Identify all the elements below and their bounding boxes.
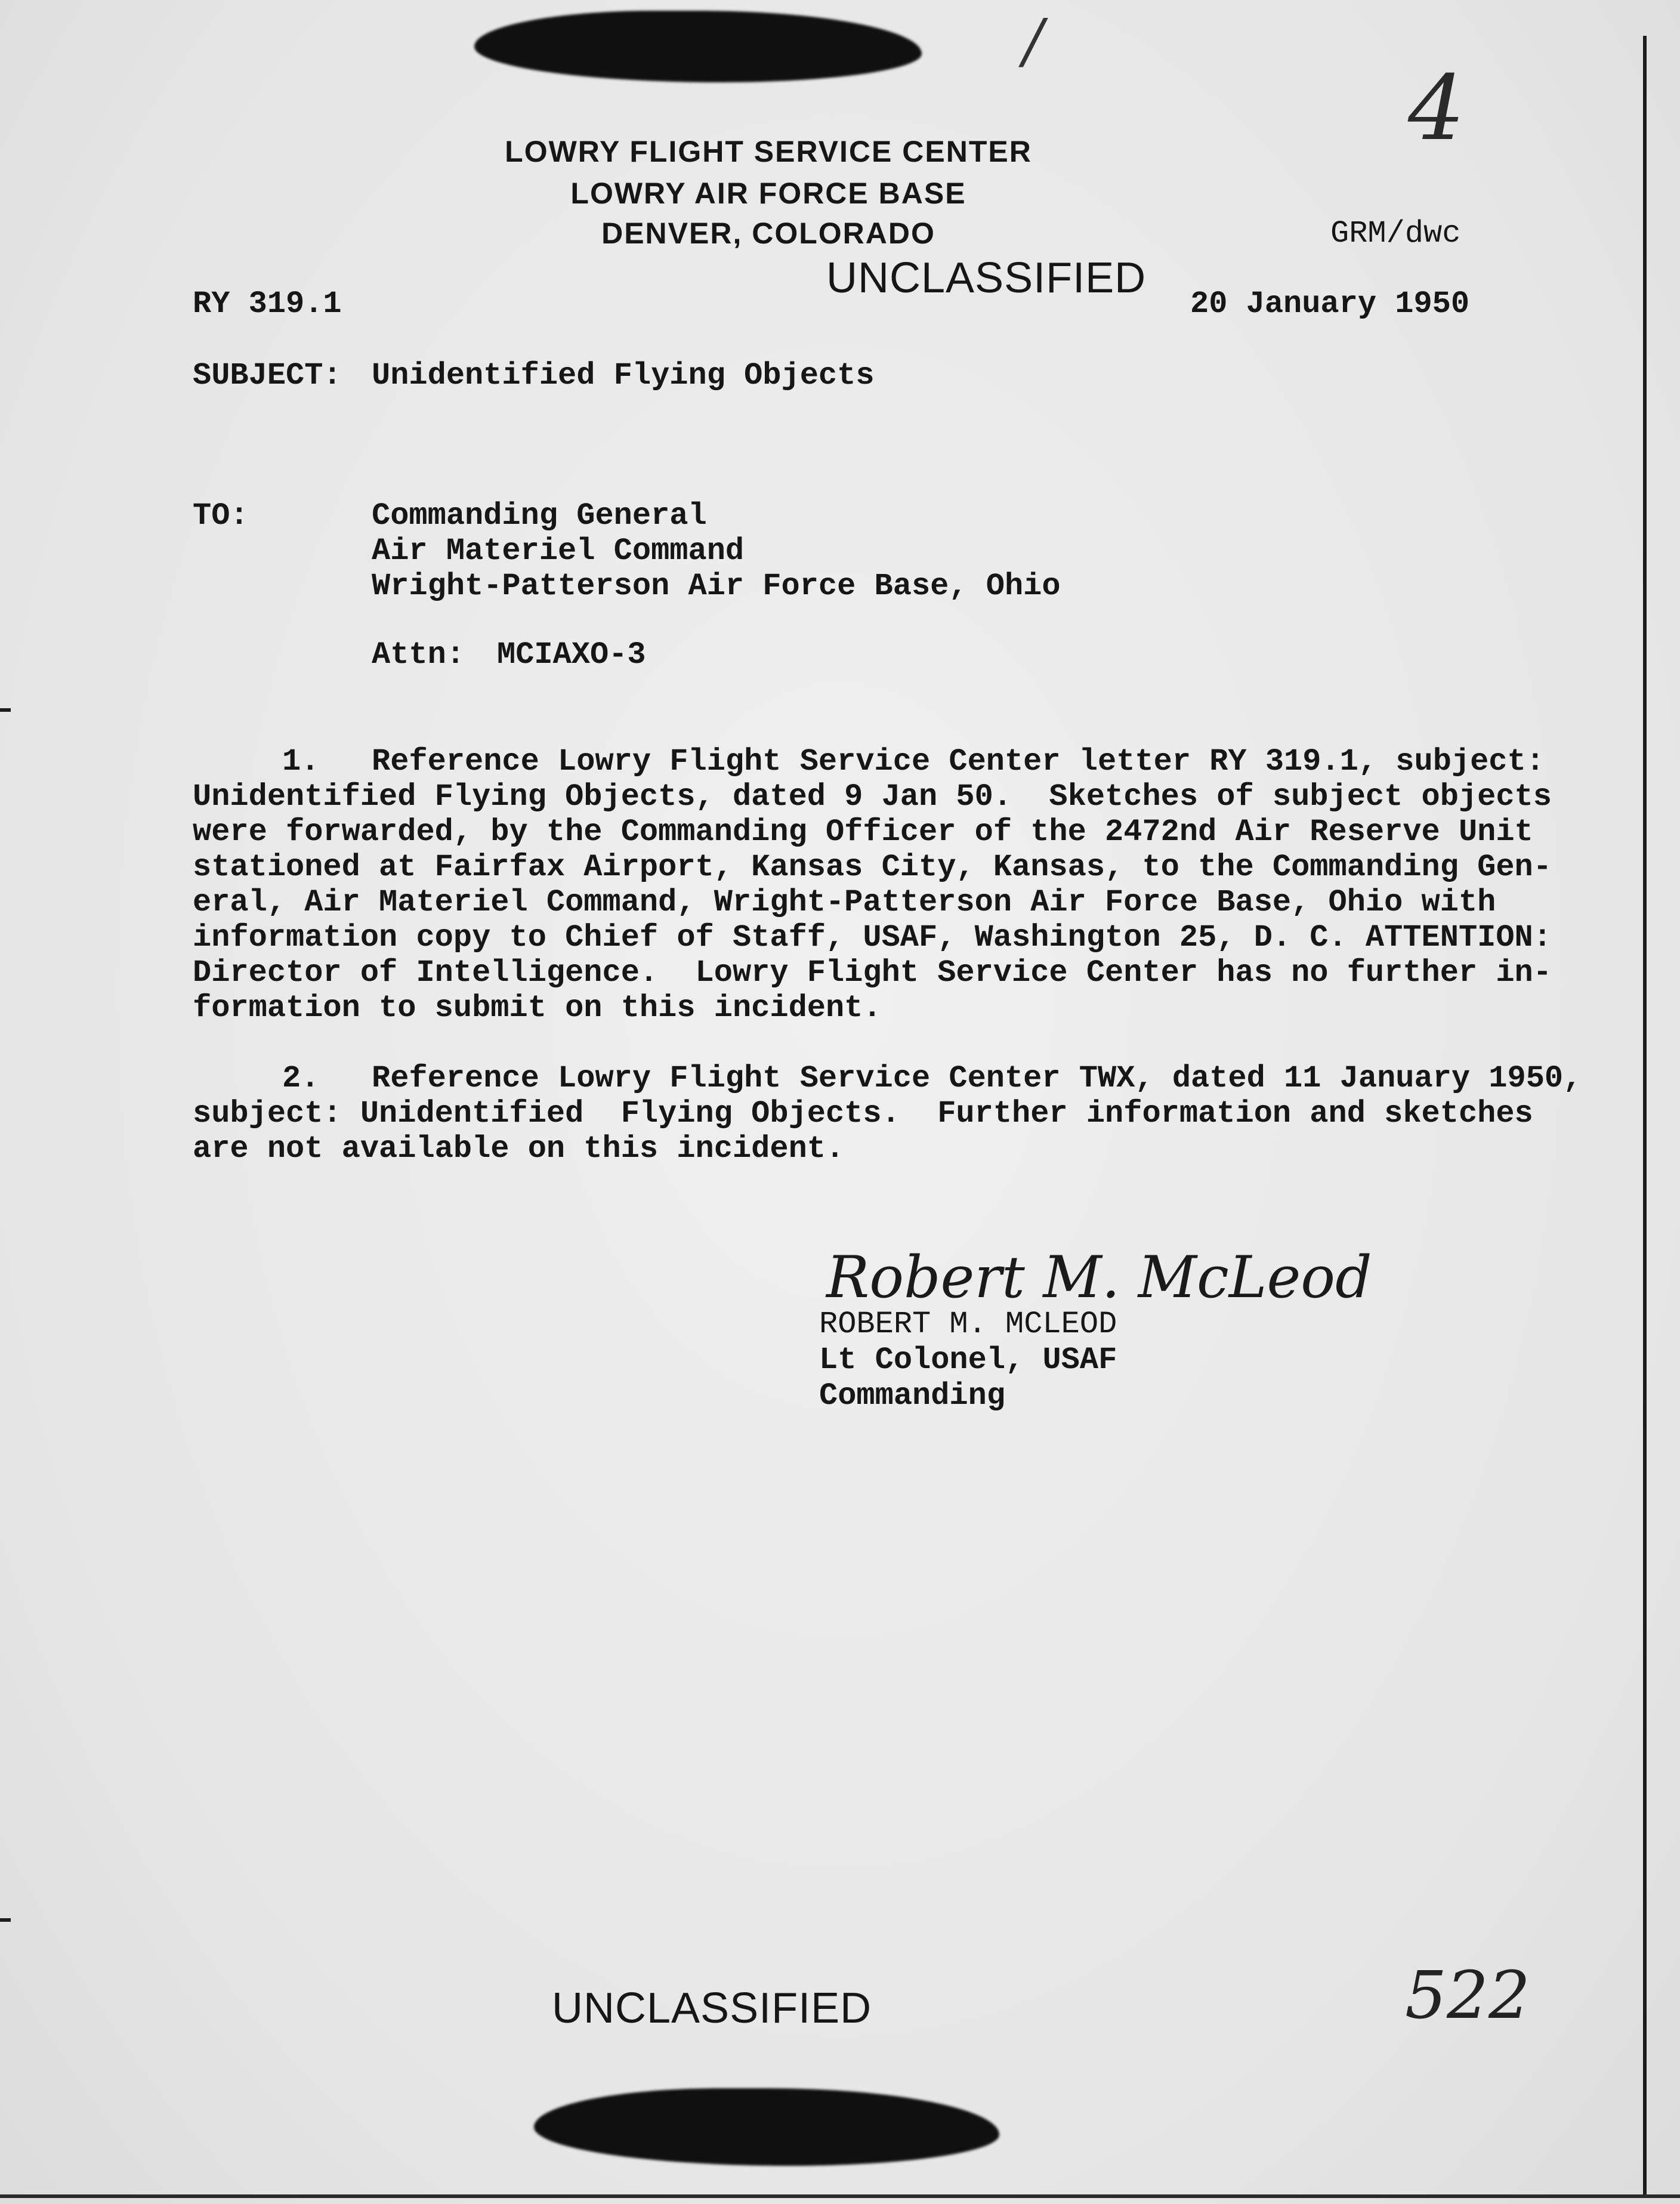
file-reference: RY 319.1	[193, 286, 342, 322]
handwritten-signature: Robert M. McLeod	[826, 1244, 1372, 1311]
paragraph-1-line-6: information copy to Chief of Staff, USAF, Washington 25, D. C. ATTENTION:	[193, 920, 1552, 955]
paragraph-1-line-2: Unidentified Flying Objects, dated 9 Jan 50. Sketches of subject objects	[193, 779, 1552, 814]
initials: GRM/dwc	[1330, 216, 1461, 251]
scan-edge-right	[1643, 36, 1647, 2196]
letter-date: 20 January 1950	[1190, 286, 1470, 322]
paragraph-1-line-5: eral, Air Materiel Command, Wright-Patterson Air Force Base, Ohio with	[193, 885, 1496, 920]
paragraph-1-line-3: were forwarded, by the Commanding Officer of the 2472nd Air Reserve Unit	[193, 814, 1533, 850]
page-number-mark: 4	[1408, 57, 1465, 160]
subject-text: Unidentified Flying Objects	[372, 358, 875, 393]
attn-label: Attn:	[372, 637, 465, 672]
classification-top: UNCLASSIFIED	[826, 254, 1147, 302]
to-line-1: Commanding General	[372, 498, 707, 533]
letterhead-line-3: DENVER, COLORADO	[601, 217, 935, 250]
signer-name: ROBERT M. MCLEOD	[819, 1307, 1117, 1342]
paragraph-1-line-4: stationed at Fairfax Airport, Kansas City, Kansas, to the Commanding Gen-	[193, 850, 1552, 885]
paragraph-2-line-2: subject: Unidentified Flying Objects. Further information and sketches	[193, 1096, 1533, 1131]
paragraph-1-line-1: Reference Lowry Flight Service Center letter RY 319.1, subject:	[372, 744, 1545, 779]
to-line-3: Wright-Patterson Air Force Base, Ohio	[372, 569, 1061, 604]
paragraph-2-line-1: Reference Lowry Flight Service Center TWX, dated 11 January 1950,	[372, 1061, 1582, 1096]
to-line-2: Air Materiel Command	[372, 533, 745, 569]
paragraph-1-line-7: Director of Intelligence. Lowry Flight Service Center has no further in-	[193, 955, 1552, 990]
archive-number: 522	[1405, 1957, 1530, 2033]
signer-rank: Lt Colonel, USAF	[819, 1342, 1117, 1378]
classification-bottom: UNCLASSIFIED	[552, 1984, 872, 2032]
paragraph-2-line-3: are not available on this incident.	[193, 1131, 845, 1166]
redaction-bottom	[534, 2088, 999, 2166]
redaction-top	[474, 11, 922, 82]
paragraph-1-number: 1.	[282, 744, 320, 779]
scan-tick-left-1	[0, 708, 11, 712]
scan-tick-left-2	[0, 1918, 11, 1922]
letterhead-line-1: LOWRY FLIGHT SERVICE CENTER	[505, 135, 1032, 168]
attn-value: MCIAXO-3	[497, 637, 646, 672]
signer-title: Commanding	[819, 1378, 1006, 1413]
top-mark: /	[1023, 6, 1043, 76]
paragraph-2-number: 2.	[282, 1061, 320, 1096]
scan-edge-bottom	[0, 2194, 1680, 2198]
paragraph-1-line-8: formation to submit on this incident.	[193, 990, 882, 1026]
to-label: TO:	[193, 498, 249, 533]
letterhead-line-2: LOWRY AIR FORCE BASE	[570, 177, 966, 210]
subject-label: SUBJECT:	[193, 358, 342, 393]
